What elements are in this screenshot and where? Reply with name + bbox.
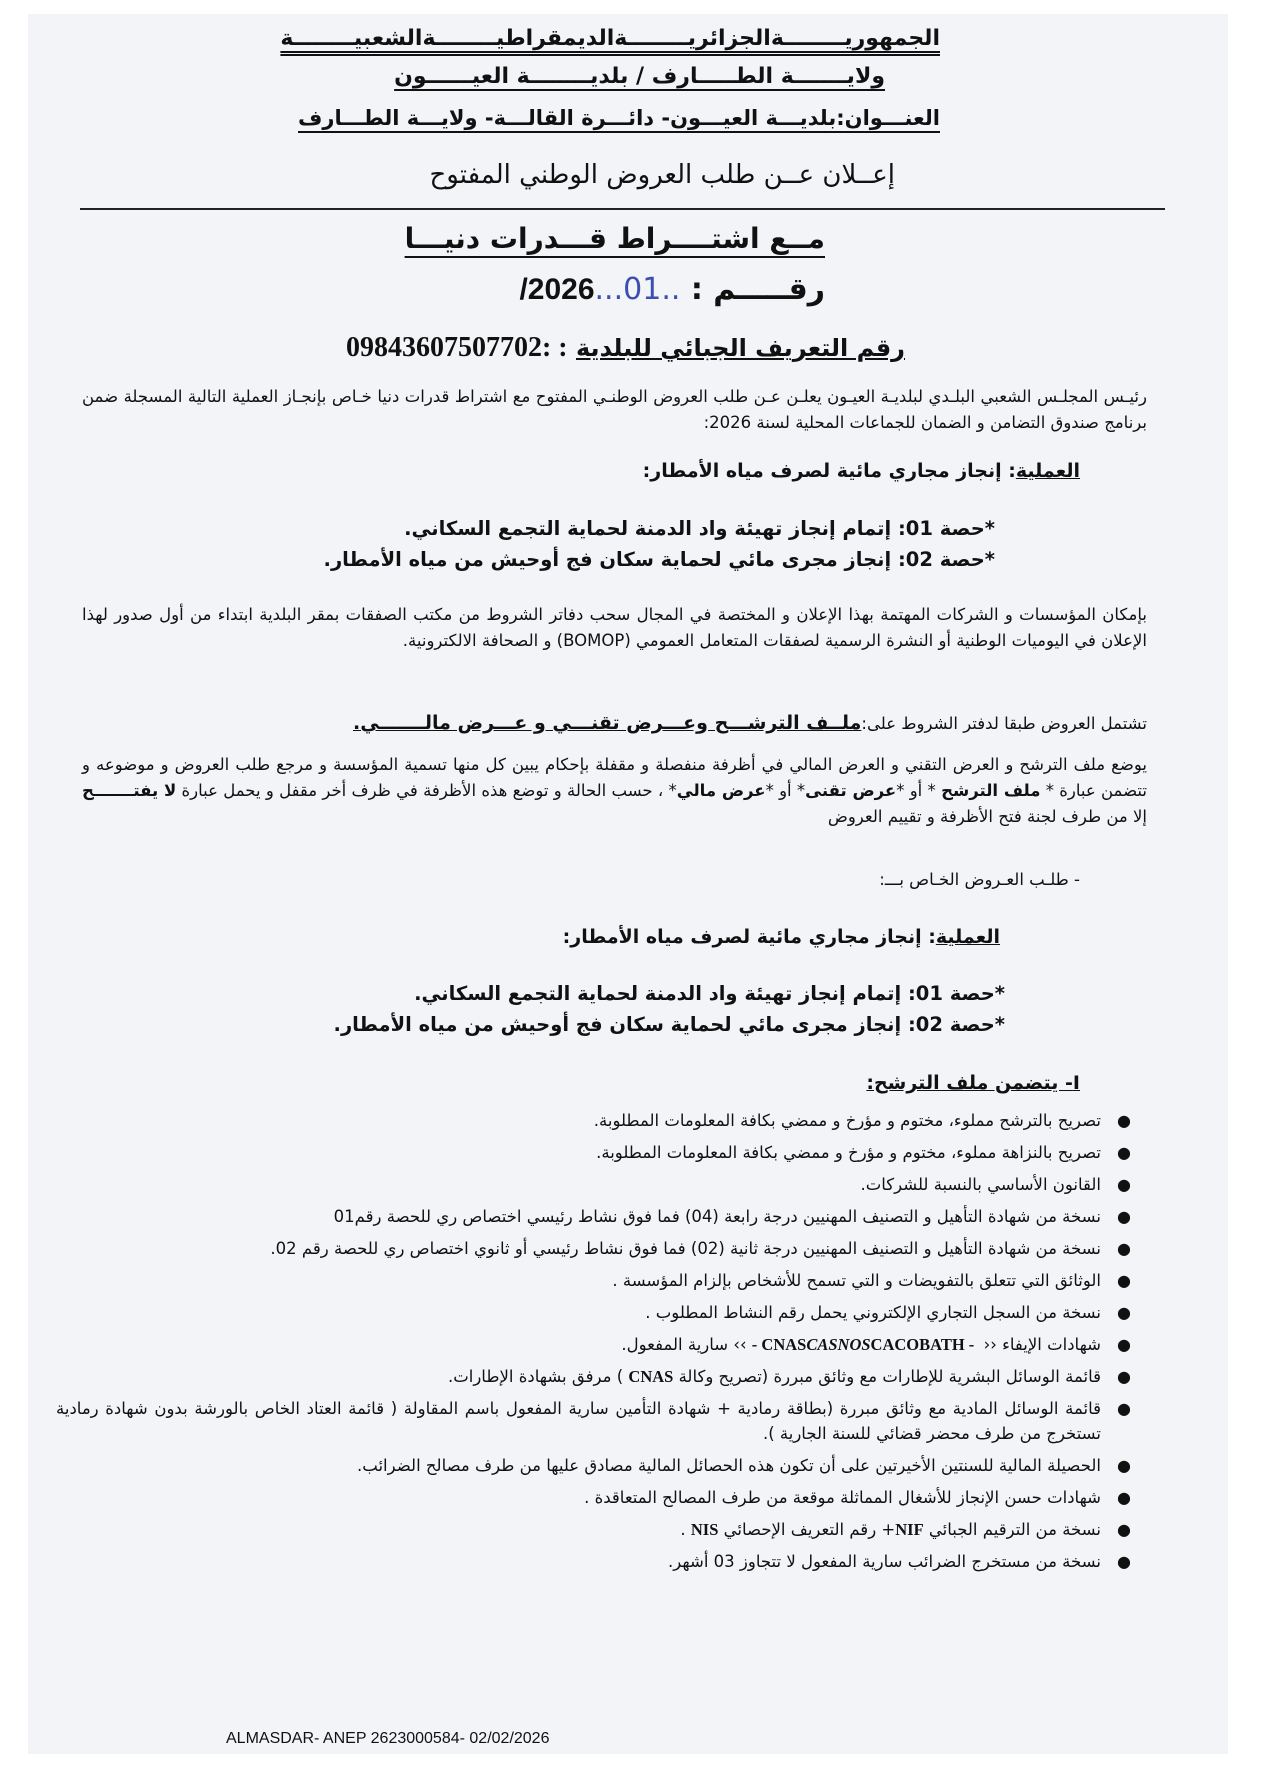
lot-1-repeat <box>414 982 1005 1005</box>
item-text: قائمة الوسائل البشرية للإطارات مع وثائق مبررة (تصريح وكالة <box>673 1367 1101 1386</box>
lot-1 <box>404 517 995 540</box>
item-latin: NIF <box>895 1520 924 1539</box>
item-text: الوثائق التي تتعلق بالتفويضات و التي تسمح للأشخاص بإلزام المؤسسة . <box>612 1271 1101 1290</box>
envelope-text: يوضع ملف الترشح و العرض التقني و العرض المالي في أظرفة منفصلة و مقفلة بإحكام يبين كل منها تسمية المؤسسة و مرجع طلب العروض و موضوعه و تتضمن عبارة * <box>82 755 1147 800</box>
item-text: نسخة من شهادة التأهيل و التصنيف المهنيين درجة ثانية (02) فما فوق نشاط رئيسي أو ثانوي اختصاص ري للحصة رقم 02. <box>270 1239 1101 1258</box>
operation-label: العملية <box>935 926 1000 948</box>
bullet-icon: ● <box>1117 1335 1131 1354</box>
list-item <box>56 1485 1131 1510</box>
lot-2-repeat <box>334 1013 1005 1036</box>
list-item <box>56 1453 1131 1478</box>
item-text: . <box>680 1520 691 1539</box>
bullet-icon: ● <box>1117 1303 1131 1322</box>
item-text: قائمة الوسائل المادية مع وثائق مبررة (بطاقة رمادية + شهادة التأمين سارية المفعول باسم المقاولة ( قائمة العتاد الخاص بالورشة بدون شهادة رمادية تستخرج من طرف محضر قضائي للسنة الجارية ). <box>56 1399 1101 1443</box>
list-item <box>56 1140 1131 1165</box>
tax-id-value: : :09843607507702 <box>345 332 568 363</box>
announcement-number <box>519 272 825 307</box>
candidacy-section-title: I- يتضمن ملف الترشح: <box>866 1072 1080 1094</box>
item-text: + رقم التعريف الإحصائي <box>718 1520 896 1539</box>
bullet-icon: ● <box>1117 1271 1131 1290</box>
lot-text: إنجاز مجرى مائي لحماية سكان فج أوحيش من مياه الأمطار. <box>333 1013 902 1036</box>
address-label: العنـــوان <box>844 106 940 130</box>
lot-text: إتمام إنجاز تهيئة واد الدمنة لحماية التجمع السكاني. <box>404 517 892 540</box>
bullet-icon: ● <box>1117 1175 1131 1194</box>
operation-line <box>643 460 1080 482</box>
list-item <box>56 1172 1131 1197</box>
item-latin: CASNOS <box>806 1335 871 1354</box>
bullet-icon: ● <box>1117 1143 1131 1162</box>
envelope-emphasis: ملف الترشح <box>941 781 1041 800</box>
list-item <box>56 1268 1131 1293</box>
item-text: نسخة من الترقيم الجبائي <box>923 1520 1101 1539</box>
list-item <box>56 1364 1131 1389</box>
item-text: نسخة من مستخرج الضرائب سارية المفعول لا تتجاوز 03 أشهر. <box>668 1552 1101 1571</box>
number-year: /2026 <box>519 273 595 306</box>
list-item <box>56 1549 1131 1574</box>
item-text: تصريح بالنزاهة مملوء، مختوم و مؤرخ و ممضي بكافة المعلومات المطلوبة. <box>596 1143 1101 1162</box>
offers-contents <box>82 710 1147 737</box>
lot-label: *حصة 02: <box>897 548 995 571</box>
list-item <box>56 1517 1131 1542</box>
bullet-icon: ● <box>1117 1488 1131 1507</box>
announcement-subtitle: مــع اشتــــراط قـــدرات دنيـــا <box>404 222 825 255</box>
list-item <box>56 1204 1131 1229</box>
item-latin: - CNAS <box>751 1335 807 1354</box>
item-latin: CACOBATH - <box>870 1335 979 1354</box>
bullet-icon: ● <box>1117 1456 1131 1475</box>
address-line <box>298 106 940 130</box>
candidacy-requirements-list <box>56 1108 1131 1581</box>
title-divider <box>80 208 1165 210</box>
envelope-text: إلا من طرف لجنة فتح الأظرفة و تقييم العروض <box>827 807 1147 826</box>
bullet-icon: ● <box>1117 1552 1131 1571</box>
wilaya-commune-header: ولايـــــــة الطـــــارف / بلديــــــــة العيــــــون <box>394 64 885 89</box>
publication-footer: ALMASDAR- ANEP 2623000584- 02/02/2026 <box>226 1730 550 1747</box>
offers-contents-emphasis: ملــف الترشـــح وعـــرض تقنـــي و عـــرض مالـــــــي. <box>353 712 862 734</box>
lot-label: *حصة 02: <box>907 1013 1005 1036</box>
lot-2 <box>324 548 995 571</box>
lot-label: *حصة 01: <box>897 517 995 540</box>
bullet-icon: ● <box>1117 1207 1131 1226</box>
envelope-paragraph <box>82 752 1147 830</box>
envelope-text: * أو * <box>765 781 806 800</box>
handwritten-number: ..01... <box>594 272 681 307</box>
envelope-emphasis: لا يفتـــــــح <box>82 781 177 800</box>
envelope-emphasis: عرض مالي <box>676 781 766 800</box>
bullet-icon: ● <box>1117 1520 1131 1539</box>
list-item <box>56 1108 1131 1133</box>
address-value: :بلديـــة العيـــون- دائـــرة القالـــة- ولايـــة الطـــارف <box>298 106 845 130</box>
item-text: القانون الأساسي بالنسبة للشركات. <box>860 1175 1101 1194</box>
announcement-title: إعــلان عــن طلب العروض الوطني المفتوح <box>429 160 895 190</box>
offers-contents-prefix: تشتمل العروض طبقا لدفتر الشروط على: <box>861 714 1147 733</box>
item-text: شهادات حسن الإنجاز للأشغال المماثلة موقعة من طرف المصالح المتعاقدة . <box>584 1488 1101 1507</box>
operation-line-repeat <box>563 926 1000 948</box>
country-header: الجمهوريــــــــةالجزائريــــــــةالديمقراطيــــــــةالشعبيــــــــة <box>280 26 940 51</box>
intro-paragraph: رئيـس المجلـس الشعبي البلـدي لبلديـة العيـون يعلـن عـن طلب العروض الوطنـي المفتوح مع اشتراط قدرات دنيا خـاص بإنجـاز العملية التالية المسجلة ضمن برنامج صندوق التضامن و الضمان للجماعات المحلية لسنة 2026: <box>82 387 1147 432</box>
bullet-icon: ● <box>1117 1111 1131 1130</box>
list-item <box>56 1332 1131 1357</box>
operation-label: العملية <box>1015 460 1080 482</box>
item-text: الحصيلة المالية للسنتين الأخيرتين على أن تكون هذه الحصائل المالية مصادق عليها من طرف مصالح الضرائب. <box>357 1456 1101 1475</box>
operation-value: : إنجاز مجاري مائية لصرف مياه الأمطار: <box>642 460 1016 482</box>
bullet-icon: ● <box>1117 1239 1131 1258</box>
envelope-text: * أو * <box>896 781 942 800</box>
item-text: تصريح بالترشح مملوء، مختوم و مؤرخ و ممضي بكافة المعلومات المطلوبة. <box>593 1111 1101 1130</box>
operation-value: : إنجاز مجاري مائية لصرف مياه الأمطار: <box>562 926 936 948</box>
lot-text: إنجاز مجرى مائي لحماية سكان فج أوحيش من مياه الأمطار. <box>323 548 892 571</box>
item-text: ) مرفق بشهادة الإطارات. <box>447 1367 629 1386</box>
item-text: شهادات الإيفاء ‹‹ <box>978 1335 1101 1354</box>
municipality-tax-id <box>346 332 905 364</box>
number-label: رقـــــم : <box>690 272 825 307</box>
specific-tender-intro: - طلـب العـروض الخـاص بـــ: <box>879 870 1080 889</box>
availability-paragraph: بإمكان المؤسسات و الشركات المهتمة بهذا الإعلان و المختصة في المجال سحب دفاتر الشروط من مكتب الصفقات بمقر البلدية ابتداء من أول صدور لهذا الإعلان في اليوميات الوطنية أو النشرة الرسمية لصفقات المتعامل العمومي (BOMOP) و الصحافة الالكترونية. <box>82 605 1147 650</box>
envelope-text: * ، حسب الحالة و توضع هذه الأظرفة في ظرف أخر مقفل و يحمل عبارة <box>176 781 677 800</box>
lot-label: *حصة 01: <box>907 982 1005 1005</box>
list-item <box>56 1236 1131 1261</box>
item-text: نسخة من السجل التجاري الإلكتروني يحمل رقم النشاط المطلوب . <box>645 1303 1101 1322</box>
item-text: ›› سارية المفعول. <box>621 1335 752 1354</box>
envelope-emphasis: عرض تقنى <box>805 781 897 800</box>
list-item <box>56 1300 1131 1325</box>
bullet-icon: ● <box>1117 1399 1131 1418</box>
lot-text: إتمام إنجاز تهيئة واد الدمنة لحماية التجمع السكاني. <box>414 982 902 1005</box>
item-latin: NIS <box>690 1520 719 1539</box>
item-latin: CNAS <box>628 1367 674 1386</box>
list-item <box>56 1396 1131 1446</box>
tax-id-label: رقم التعريف الجبائي للبلدية <box>576 334 905 362</box>
bullet-icon: ● <box>1117 1367 1131 1386</box>
item-text: نسخة من شهادة التأهيل و التصنيف المهنيين درجة رابعة (04) فما فوق نشاط رئيسي اختصاص ري للحصة رقم01 <box>333 1207 1101 1226</box>
